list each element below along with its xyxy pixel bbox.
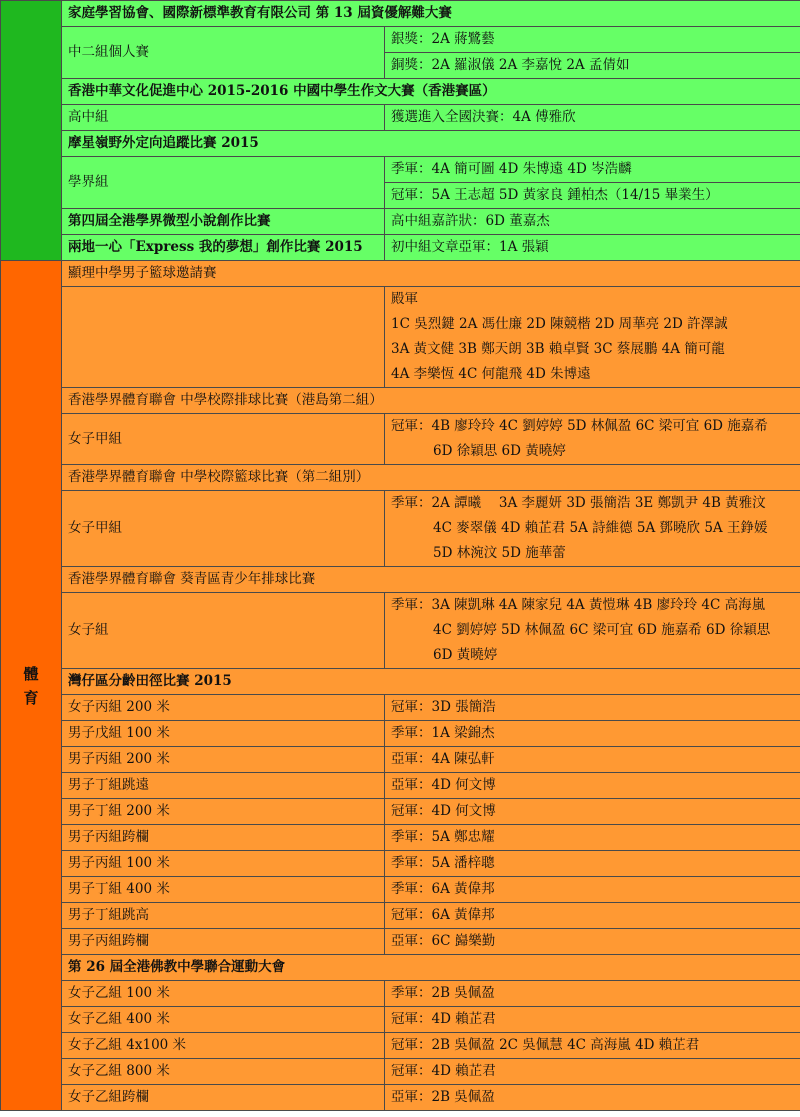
competition-name: 第四屆全港學界微型小說創作比賽 bbox=[62, 209, 385, 235]
event-cell: 男子丙組跨欄 bbox=[62, 825, 385, 851]
event-cell: 女子乙組 100 米 bbox=[62, 981, 385, 1007]
event-cell: 男子戊組 100 米 bbox=[62, 721, 385, 747]
result-cell: 亞軍：2B 吳佩盈 bbox=[385, 1085, 800, 1111]
result-cell: 季軍：2A 譚曦 3A 李麗妍 3D 張簡浩 3E 鄭凱尹 4B 黃雅汶 4C 麥翠儀 4D 賴芷君 5A 詩維德 5A 鄧曉欣 5A 王錚媛 5D 林涴汶 5D 施華蕾 bbox=[385, 491, 800, 567]
result-cell: 銀獎：2A 蔣鷺藝 bbox=[385, 27, 800, 53]
result-cell: 冠軍：6A 黃偉邦 bbox=[385, 903, 800, 929]
section-sports-cell: 體育 bbox=[1, 261, 62, 1111]
result-cell: 冠軍：2B 吳佩盈 2C 吳佩慧 4C 高海嵐 4D 賴芷君 bbox=[385, 1033, 800, 1059]
result-cell: 亞軍：6C 巋樂勤 bbox=[385, 929, 800, 955]
table-row bbox=[1, 669, 800, 695]
category-cell: 女子組 bbox=[62, 593, 385, 669]
table-row bbox=[1, 1, 800, 27]
result-cell: 季軍：4A 簡可圖 4D 朱博遠 4D 岑浩麟 bbox=[385, 157, 800, 183]
result-cell: 亞軍：4D 何文博 bbox=[385, 773, 800, 799]
table-row bbox=[1, 105, 800, 131]
event-cell: 男子丁組 400 米 bbox=[62, 877, 385, 903]
result-cell: 初中組文章亞軍：1A 張穎 bbox=[385, 235, 800, 261]
result-cell: 銅獎：2A 羅淑儀 2A 李嘉悅 2A 孟倩如 bbox=[385, 53, 800, 79]
result-cell: 冠軍：4D 何文博 bbox=[385, 799, 800, 825]
result-cell: 季軍：6A 黃偉邦 bbox=[385, 877, 800, 903]
table-row bbox=[1, 981, 800, 1007]
category-cell: 中二組個人賽 bbox=[62, 27, 385, 79]
competition-title: 香港學界體育聯會 中學校際籃球比賽（第二組別） bbox=[62, 465, 800, 491]
table-row bbox=[1, 414, 800, 465]
result-cell: 高中組嘉許狀：6D 董嘉杰 bbox=[385, 209, 800, 235]
table-row bbox=[1, 1033, 800, 1059]
table-row bbox=[1, 79, 800, 105]
result-cell: 冠軍：4D 賴芷君 bbox=[385, 1007, 800, 1033]
event-cell: 女子乙組 4x100 米 bbox=[62, 1033, 385, 1059]
competition-title: 第 26 屆全港佛教中學聯合運動大會 bbox=[62, 955, 800, 981]
competition-title: 香港中華文化促進中心 2015-2016 中國中學生作文大賽（香港賽區） bbox=[62, 79, 800, 105]
competition-title: 家庭學習協會、國際新標準教育有限公司 第 13 屆資優解難大賽 bbox=[62, 1, 800, 27]
section-academic-cell bbox=[1, 1, 62, 261]
result-cell: 冠軍：5A 王志超 5D 黃家良 鍾柏杰（14/15 畢業生） bbox=[385, 183, 800, 209]
category-cell: 女子甲組 bbox=[62, 414, 385, 465]
event-cell: 男子丁組 200 米 bbox=[62, 799, 385, 825]
table-row bbox=[1, 773, 800, 799]
table-row bbox=[1, 1007, 800, 1033]
table-row bbox=[1, 131, 800, 157]
table-row bbox=[1, 929, 800, 955]
event-cell: 男子丁組跳高 bbox=[62, 903, 385, 929]
event-cell: 男子丙組 100 米 bbox=[62, 851, 385, 877]
table-row bbox=[1, 695, 800, 721]
result-cell: 冠軍：4B 廖玲玲 4C 劉婷婷 5D 林佩盈 6C 梁可宜 6D 施嘉希 6D 徐穎思 6D 黃曉婷 bbox=[385, 414, 800, 465]
table-row bbox=[1, 27, 800, 53]
table-row bbox=[1, 721, 800, 747]
result-cell: 季軍：2B 吳佩盈 bbox=[385, 981, 800, 1007]
table-row bbox=[1, 593, 800, 669]
table-row bbox=[1, 1059, 800, 1085]
competition-name: 兩地一心「Express 我的夢想」創作比賽 2015 bbox=[62, 235, 385, 261]
table-row bbox=[1, 287, 800, 388]
event-cell: 女子乙組跨欄 bbox=[62, 1085, 385, 1111]
table-row bbox=[1, 388, 800, 414]
result-cell: 殿軍 1C 吳烈鍵 2A 馮仕廉 2D 陳競楷 2D 周華亮 2D 許澤誠 3A 黃文健 3B 鄭天朗 3B 賴卓賢 3C 蔡展鵬 4A 簡可龍 4A 李樂恆 4C 何龍飛 4D 朱博遠 bbox=[385, 287, 800, 388]
event-cell: 男子丙組 200 米 bbox=[62, 747, 385, 773]
table-row bbox=[1, 261, 800, 287]
category-cell bbox=[62, 287, 385, 388]
competition-title: 顯理中學男子籃球邀請賽 bbox=[62, 261, 800, 287]
table-row bbox=[1, 235, 800, 261]
table-row bbox=[1, 747, 800, 773]
event-cell: 男子丁組跳遠 bbox=[62, 773, 385, 799]
event-cell: 男子丙組跨欄 bbox=[62, 929, 385, 955]
competition-title: 香港學界體育聯會 葵青區青少年排球比賽 bbox=[62, 567, 800, 593]
result-cell: 季軍：5A 潘梓聰 bbox=[385, 851, 800, 877]
result-cell: 冠軍：4D 賴芷君 bbox=[385, 1059, 800, 1085]
result-cell: 季軍：3A 陳凱琳 4A 陳家兒 4A 黃愷琳 4B 廖玲玲 4C 高海嵐 4C 劉婷婷 5D 林佩盈 6C 梁可宜 6D 施嘉希 6D 徐穎思 6D 黃曉婷 bbox=[385, 593, 800, 669]
table-row bbox=[1, 799, 800, 825]
result-cell: 亞軍：4A 陳弘軒 bbox=[385, 747, 800, 773]
table-row bbox=[1, 877, 800, 903]
table-row bbox=[1, 955, 800, 981]
result-cell: 季軍：5A 鄭忠耀 bbox=[385, 825, 800, 851]
category-cell: 高中組 bbox=[62, 105, 385, 131]
table-row bbox=[1, 491, 800, 567]
category-cell: 學界組 bbox=[62, 157, 385, 209]
table-row bbox=[1, 825, 800, 851]
result-cell: 季軍：1A 梁錦杰 bbox=[385, 721, 800, 747]
table-row bbox=[1, 903, 800, 929]
competition-title: 香港學界體育聯會 中學校際排球比賽（港島第二組） bbox=[62, 388, 800, 414]
competition-title: 灣仔區分齡田徑比賽 2015 bbox=[62, 669, 800, 695]
table-row bbox=[1, 465, 800, 491]
event-cell: 女子乙組 400 米 bbox=[62, 1007, 385, 1033]
table-row bbox=[1, 1085, 800, 1111]
table-row bbox=[1, 209, 800, 235]
event-cell: 女子乙組 800 米 bbox=[62, 1059, 385, 1085]
category-cell: 女子甲組 bbox=[62, 491, 385, 567]
table-row bbox=[1, 157, 800, 183]
table-row bbox=[1, 851, 800, 877]
event-cell: 女子丙組 200 米 bbox=[62, 695, 385, 721]
table-row bbox=[1, 567, 800, 593]
result-cell: 獲選進入全國決賽：4A 傅雅欣 bbox=[385, 105, 800, 131]
competition-title: 摩星嶺野外定向追蹤比賽 2015 bbox=[62, 131, 800, 157]
result-cell: 冠軍：3D 張簡浩 bbox=[385, 695, 800, 721]
